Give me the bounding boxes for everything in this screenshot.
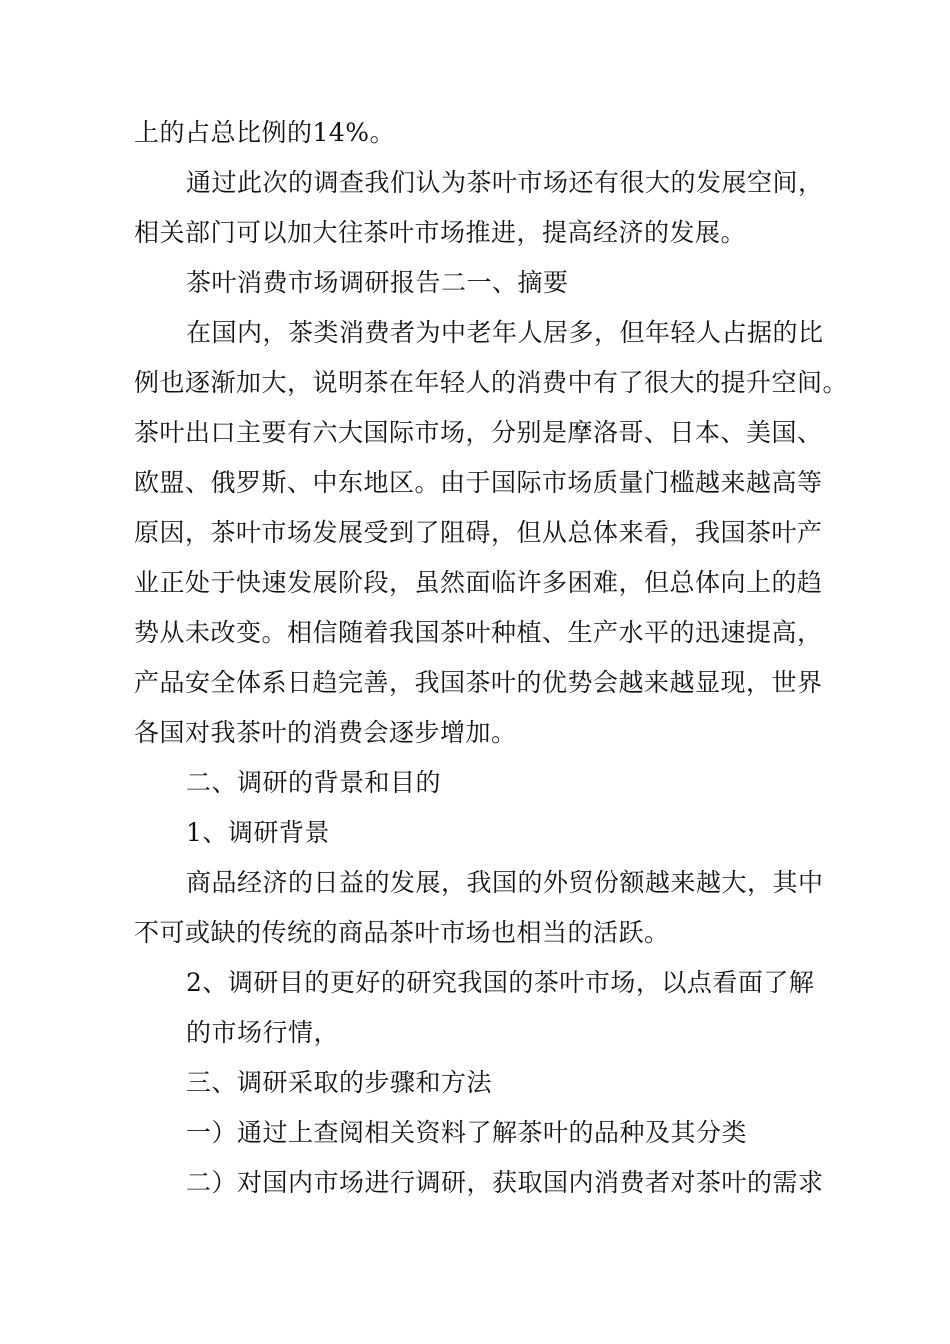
text-line: 上的占总比例的14%。 — [134, 118, 396, 147]
text-line: 业正处于快速发展阶段，虽然面临许多困难，但总体向上的趋 — [134, 568, 823, 597]
text-line: 茶叶出口主要有六大国际市场，分别是摩洛哥、日本、美国、 — [134, 418, 823, 447]
text-line: 势从未改变。相信随着我国茶叶种植、生产水平的迅速提高， — [134, 618, 823, 647]
text-line: 各国对我茶叶的消费会逐步增加。 — [134, 718, 517, 747]
text-line: 例也逐渐加大，说明茶在年轻人的消费中有了很大的提升空间。 — [134, 368, 849, 397]
section-heading: 茶叶消费市场调研报告二一、摘要 — [186, 268, 569, 297]
subsection-heading: 1、调研背景 — [186, 818, 330, 847]
text-line: 在国内，茶类消费者为中老年人居多，但年轻人占据的比 — [186, 318, 824, 347]
text-line: 的市场行情， — [186, 1018, 340, 1047]
text-line: 原因，茶叶市场发展受到了阻碍，但从总体来看，我国茶叶产 — [134, 518, 823, 547]
text-line: 不可或缺的传统的商品茶叶市场也相当的活跃。 — [134, 918, 670, 947]
text-line: 产品安全体系日趋完善，我国茶叶的优势会越来越显现，世界 — [134, 668, 823, 697]
text-line: 通过此次的调查我们认为茶叶市场还有很大的发展空间， — [186, 168, 824, 197]
text-line: 相关部门可以加大往茶叶市场推进，提高经济的发展。 — [134, 218, 747, 247]
text-line: 商品经济的日益的发展，我国的外贸份额越来越大，其中 — [186, 868, 824, 897]
subsection-heading: 2、调研目的更好的研究我国的茶叶市场，以点看面了解 — [186, 968, 815, 997]
text-line: 欧盟、俄罗斯、中东地区。由于国际市场质量门槛越来越高等 — [134, 468, 823, 497]
section-heading: 二、调研的背景和目的 — [186, 768, 442, 797]
section-heading: 三、调研采取的步骤和方法 — [186, 1068, 493, 1097]
list-item: 一）通过上查阅相关资料了解茶叶的品种及其分类 — [186, 1118, 748, 1147]
list-item: 二）对国内市场进行调研，获取国内消费者对茶叶的需求 — [186, 1168, 824, 1197]
